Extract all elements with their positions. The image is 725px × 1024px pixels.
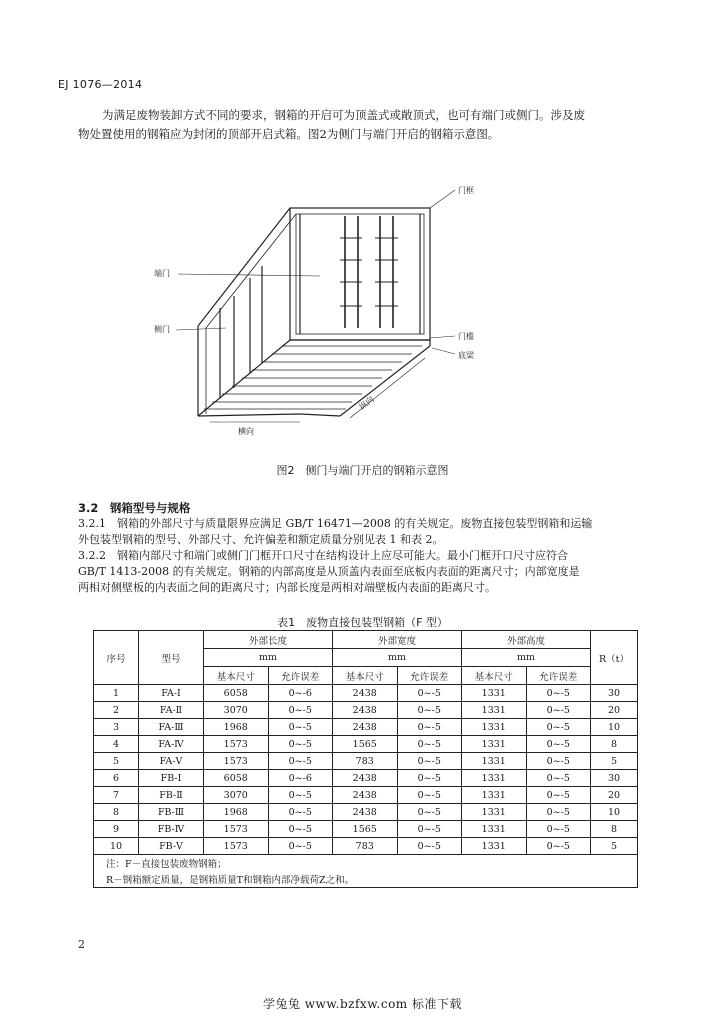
cell-len-tol: 0~-5: [268, 736, 333, 753]
header-unit-width: mm: [333, 649, 462, 667]
cell-model: FB-Ⅳ: [139, 821, 204, 838]
cell-wid-tol: 0~-5: [397, 719, 462, 736]
cell-len: 3070: [204, 787, 269, 804]
cell-len: 6058: [204, 770, 269, 787]
cell-len-tol: 0~-5: [268, 787, 333, 804]
end-door-frame-outline: [290, 208, 430, 340]
cell-model: FA-Ⅲ: [139, 719, 204, 736]
cell-len: 1573: [204, 838, 269, 855]
cell-len-tol: 0~-5: [268, 804, 333, 821]
cell-hgt-tol: 0~-5: [526, 719, 591, 736]
clause-3-2-2-line-2: GB/T 1413-2008 的有关规定。钢箱的内部高度是从顶盖内表面至底板内表面的距离尺寸；内部宽度是: [78, 565, 580, 578]
cell-wid-tol: 0~-5: [397, 685, 462, 702]
section-heading: 3.2 钢箱型号与规格: [78, 501, 191, 515]
cell-wid: 2438: [333, 702, 398, 719]
cell-hgt: 1331: [462, 736, 527, 753]
cell-r: 30: [591, 770, 638, 787]
cell-len-tol: 0~-6: [268, 770, 333, 787]
cell-len: 1968: [204, 719, 269, 736]
cell-len-tol: 0~-6: [268, 685, 333, 702]
cell-wid-tol: 0~-5: [397, 702, 462, 719]
cell-hgt: 1331: [462, 804, 527, 821]
cell-seq: 1: [94, 685, 139, 702]
cell-len: 3070: [204, 702, 269, 719]
cell-seq: 2: [94, 702, 139, 719]
doc-code-header: EJ 1076—2014: [58, 78, 143, 91]
cell-wid-tol: 0~-5: [397, 821, 462, 838]
cell-len: 1573: [204, 821, 269, 838]
cell-model: FA-Ⅱ: [139, 702, 204, 719]
table-row: [94, 753, 638, 770]
header-unit-length: mm: [204, 649, 333, 667]
clause-3-2-2-line-1: 3.2.2 钢箱内部尺寸和端门或侧门门框开口尺寸在结构设计上应尽可能大。最小门框开口尺寸应符合: [78, 549, 568, 562]
cell-hgt-tol: 0~-5: [526, 685, 591, 702]
table-row: [94, 736, 638, 753]
cell-wid: 2438: [333, 804, 398, 821]
cell-seq: 9: [94, 821, 139, 838]
cell-wid-tol: 0~-5: [397, 787, 462, 804]
header-seq: 序号: [94, 631, 139, 685]
cell-model: FB-Ⅴ: [139, 838, 204, 855]
table-row: [94, 821, 638, 838]
header-unit-height: mm: [462, 649, 591, 667]
table-note-1: 注：F－直接包装废物钢箱；: [94, 855, 638, 872]
cell-seq: 5: [94, 753, 139, 770]
header-basic-width: 基本尺寸: [333, 667, 398, 685]
cell-model: FB-Ⅱ: [139, 787, 204, 804]
cell-len: 1573: [204, 753, 269, 770]
cell-hgt-tol: 0~-5: [526, 770, 591, 787]
cell-hgt-tol: 0~-5: [526, 804, 591, 821]
cell-hgt: 1331: [462, 770, 527, 787]
cell-r: 5: [591, 753, 638, 770]
cell-hgt: 1331: [462, 685, 527, 702]
cell-wid: 2438: [333, 770, 398, 787]
cell-len: 1968: [204, 804, 269, 821]
label-end-door: 端门: [154, 269, 170, 278]
cell-wid: 1565: [333, 821, 398, 838]
label-door-frame: 门框: [458, 186, 474, 195]
cell-wid: 783: [333, 838, 398, 855]
cell-r: 8: [591, 736, 638, 753]
cell-hgt-tol: 0~-5: [526, 838, 591, 855]
header-tol-height: 允许误差: [526, 667, 591, 685]
cell-len-tol: 0~-5: [268, 702, 333, 719]
header-tol-length: 允许误差: [268, 667, 333, 685]
cell-wid: 2438: [333, 787, 398, 804]
cell-r: 20: [591, 702, 638, 719]
table-title: 表1 废物直接包装型钢箱（F 型）: [277, 616, 448, 629]
cell-seq: 4: [94, 736, 139, 753]
cell-model: FA-Ⅴ: [139, 753, 204, 770]
cell-len-tol: 0~-5: [268, 719, 333, 736]
cell-model: FA-Ⅰ: [139, 685, 204, 702]
table-body: [94, 685, 638, 855]
table-note-2: R－钢箱额定质量，是钢箱质量T和钢箱内部净载荷Z之和。: [94, 871, 638, 888]
table-row: [94, 770, 638, 787]
header-ext-length: 外部长度: [204, 631, 333, 649]
label-side-door: 侧门: [154, 325, 170, 334]
table-row: [94, 787, 638, 804]
table-row: [94, 685, 638, 702]
header-rating: R（t）: [591, 631, 638, 685]
end-door-inner-frame: [296, 214, 424, 334]
cell-r: 8: [591, 821, 638, 838]
cell-len: 6058: [204, 685, 269, 702]
cell-hgt-tol: 0~-5: [526, 702, 591, 719]
label-longitudinal: 纵向: [357, 394, 376, 412]
cell-hgt: 1331: [462, 838, 527, 855]
cell-seq: 7: [94, 787, 139, 804]
table-row: [94, 804, 638, 821]
intro-line-1: 为满足废物装卸方式不同的要求，钢箱的开启可为顶盖式或敞顶式，也可有端门或侧门。涉及废: [102, 108, 585, 122]
steel-box-spec-table: [93, 630, 638, 888]
header-basic-height: 基本尺寸: [462, 667, 527, 685]
label-bottom-beam: 底梁: [458, 351, 474, 360]
cell-wid: 2438: [333, 685, 398, 702]
cell-hgt-tol: 0~-5: [526, 753, 591, 770]
cell-r: 10: [591, 804, 638, 821]
cell-wid-tol: 0~-5: [397, 736, 462, 753]
page-number: 2: [78, 938, 85, 951]
cell-wid-tol: 0~-5: [397, 838, 462, 855]
intro-line-2: 物处置使用的钢箱应为封闭的顶部开启式箱。图2为侧门与端门开启的钢箱示意图。: [78, 127, 500, 141]
cell-hgt: 1331: [462, 719, 527, 736]
cell-model: FA-Ⅳ: [139, 736, 204, 753]
cell-wid-tol: 0~-5: [397, 753, 462, 770]
clause-3-2-1-line-1: 3.2.1 钢箱的外部尺寸与质量限界应满足 GB/T 16471—2008 的有关规定。废物直接包装型钢箱和运输: [78, 517, 593, 530]
clause-3-2-2-line-3: 两相对侧壁板的内表面之间的距离尺寸；内部长度是两相对端壁板内表面的距离尺寸。: [78, 581, 496, 594]
cell-r: 20: [591, 787, 638, 804]
cell-seq: 6: [94, 770, 139, 787]
cell-hgt-tol: 0~-5: [526, 787, 591, 804]
cell-hgt: 1331: [462, 821, 527, 838]
cell-wid-tol: 0~-5: [397, 770, 462, 787]
header-basic-length: 基本尺寸: [204, 667, 269, 685]
table-row: [94, 702, 638, 719]
cell-hgt: 1331: [462, 702, 527, 719]
clause-3-2-1-line-2: 外包装型钢箱的型号、外部尺寸、允许偏差和额定质量分别见表 1 和表 2。: [78, 533, 444, 546]
cell-wid-tol: 0~-5: [397, 804, 462, 821]
cell-len-tol: 0~-5: [268, 838, 333, 855]
cell-hgt-tol: 0~-5: [526, 821, 591, 838]
table-row: [94, 838, 638, 855]
site-footer: 学兔兔 www.bzfxw.com 标准下载: [262, 997, 463, 1011]
cell-hgt: 1331: [462, 787, 527, 804]
label-transverse: 横向: [238, 427, 254, 436]
header-ext-height: 外部高度: [462, 631, 591, 649]
cell-seq: 10: [94, 838, 139, 855]
figure-caption: 图2 侧门与端门开启的钢箱示意图: [276, 464, 449, 477]
cell-model: FB-Ⅰ: [139, 770, 204, 787]
cell-model: FB-Ⅲ: [139, 804, 204, 821]
cell-wid: 2438: [333, 719, 398, 736]
steel-box-figure: [150, 178, 480, 446]
header-tol-width: 允许误差: [397, 667, 462, 685]
table-row: [94, 719, 638, 736]
cell-wid: 1565: [333, 736, 398, 753]
cell-len: 1573: [204, 736, 269, 753]
header-model: 型号: [139, 631, 204, 685]
cell-seq: 3: [94, 719, 139, 736]
header-ext-width: 外部宽度: [333, 631, 462, 649]
cell-len-tol: 0~-5: [268, 753, 333, 770]
cell-r: 10: [591, 719, 638, 736]
cell-seq: 8: [94, 804, 139, 821]
label-door-sill: 门槛: [458, 332, 474, 341]
cell-hgt-tol: 0~-5: [526, 736, 591, 753]
cell-wid: 783: [333, 753, 398, 770]
cell-hgt: 1331: [462, 753, 527, 770]
cell-r: 5: [591, 838, 638, 855]
cell-len-tol: 0~-5: [268, 821, 333, 838]
cell-r: 30: [591, 685, 638, 702]
